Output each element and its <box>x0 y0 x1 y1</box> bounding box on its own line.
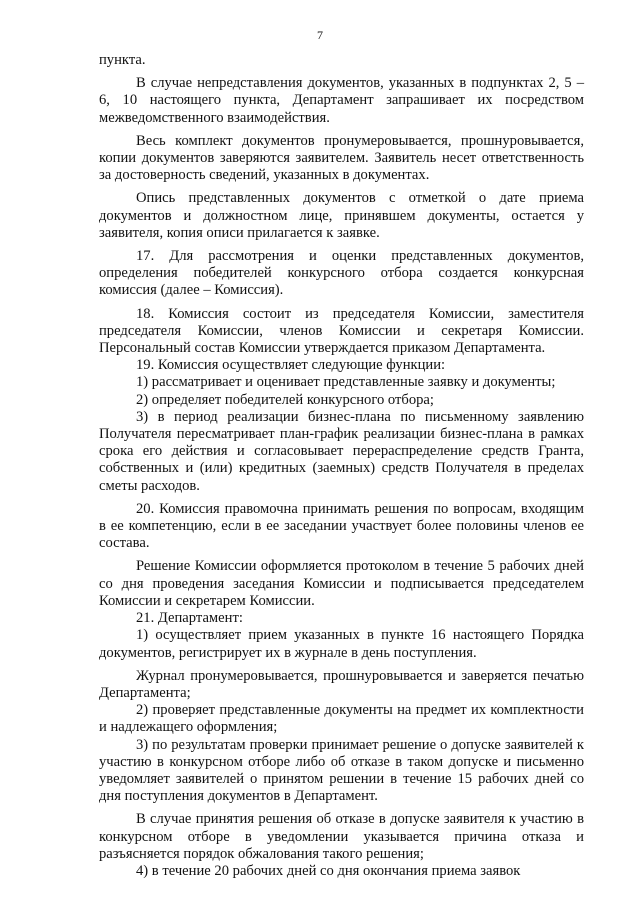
paragraph: 2) проверяет представленные документы на предмет их комплектности и надлежащего оформления; <box>99 702 584 736</box>
paragraph: 17. Для рассмотрения и оценки представленных документов, определения победителей конкурсного отбора создается конкурсная комиссия (далее – Комиссия). <box>99 248 584 299</box>
paragraph: 1) осуществляет прием указанных в пункте 16 настоящего Порядка документов, регистрирует их в журнале в день поступления. <box>99 627 584 661</box>
paragraph: 1) рассматривает и оценивает представленные заявку и документы; <box>136 374 556 391</box>
paragraph: 3) в период реализации бизнес-плана по письменному заявлению Получателя пересматривает план-график реализации бизнес-плана в рамках срока его действия и согласовывает перераспределение средств Гранта, собственных и (или) кредитных (заемных) средств Получателя в пределах сметы расходов. <box>99 408 584 494</box>
document-body <box>99 52 584 880</box>
paragraph: 20. Комиссия правомочна принимать решения по вопросам, входящим в ее компетенцию, если в ее заседании участвует более половины членов ее состава. <box>99 500 584 552</box>
paragraph: В случае принятия решения об отказе в допуске заявителя к участию в конкурсном отборе в уведомлении указывается причина отказа и разъясняется порядок обжалования такого решения; <box>99 811 584 862</box>
paragraph: 18. Комиссия состоит из председателя Комиссии, заместителя председателя Комиссии, членов Комиссии и секретаря Комиссии. Персональный состав Комиссии утверждается приказом Департамента. <box>99 305 584 357</box>
paragraph: 3) по результатам проверки принимает решение о допуске заявителей к участию в конкурсном отборе либо об отказе в таком допуске и письменно уведомляет заявителей о принятом решении в течение 15 рабочих дней со дня поступления документов в Департамент. <box>99 736 584 805</box>
paragraph: В случае непредставления документов, указанных в подпунктах 2, 5 – 6, 10 настоящего пункта, Департамент запрашивает их посредством межведомственного взаимодействия. <box>99 75 584 126</box>
paragraph: пункта. <box>99 52 146 68</box>
paragraph: 19. Комиссия осуществляет следующие функции: <box>136 357 446 374</box>
page-number: 7 <box>317 28 323 42</box>
paragraph: 4) в течение 20 рабочих дней со дня окончания приема заявок <box>136 862 521 879</box>
paragraph: 2) определяет победителей конкурсного отбора; <box>136 391 434 408</box>
paragraph: 21. Департамент: <box>136 610 243 627</box>
paragraph: Опись представленных документов с отметкой о дате приема документов и должностном лице, принявшем документы, остается у заявителя, копия описи прилагается к заявке. <box>99 190 584 241</box>
paragraph: Журнал пронумеровывается, прошнуровывается и заверяется печатью Департамента; <box>99 667 584 701</box>
paragraph: Решение Комиссии оформляется протоколом в течение 5 рабочих дней со дня проведения заседания Комиссии и подписывается председателем Комиссии и секретарем Комиссии. <box>99 558 584 609</box>
paragraph: Весь комплект документов пронумеровывается, прошнуровывается, копии документов заверяются заявителем. Заявитель несет ответственность за достоверность сведений, указанных в документах. <box>99 132 584 184</box>
